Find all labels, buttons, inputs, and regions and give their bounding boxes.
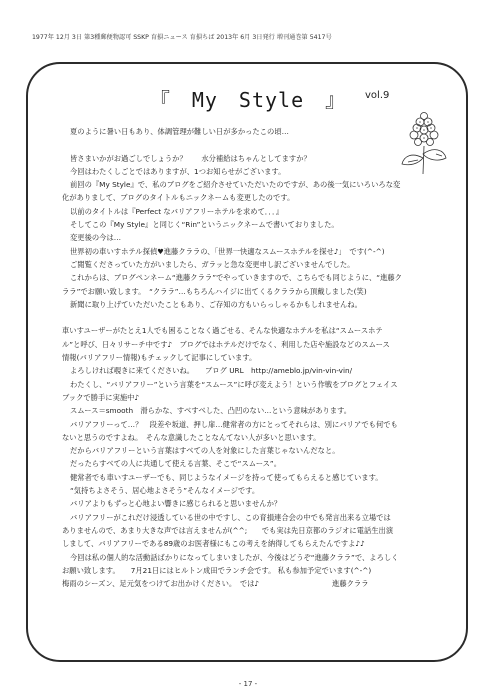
body-line: 前回の『My Style』で、私のブログをご紹介させていただいたのですが、あの後一気にいろいろな変: [70, 180, 401, 190]
body-line: ル”と呼び、日々リサーチ中です♪ ブログではホテルだけでなく、利用した店や施設などのスムース: [62, 339, 390, 349]
body-line: “気持ちよさそう、居心地よさそう”そんなイメージです。: [70, 486, 260, 496]
paragraph-spacer: [62, 138, 442, 151]
body-line: しまして、バリアフリーである89歳のお医者様にもこの考えを納得してもらえたんですよ♪♪: [62, 539, 365, 549]
body-line: ララ”でお願い致します。 “クララ”…もちろんハイジに出てくるクララから頂戴しました(笑): [62, 286, 367, 296]
body-line: 今回は私の個人的な活動話ばかりになってしまいましたが、今後はどうぞ“進藤クララ”で、よろしく: [70, 552, 399, 562]
body-line: 情報(バリアフリー情報)もチェックして記事にしています。: [62, 353, 257, 363]
page-title: 『 My Style 』: [149, 88, 347, 112]
body-line: 皆さまいかがお過ごしでしょうか？ 水分補給はちゃんとしてますか？: [70, 153, 311, 163]
body-line: だったらすべての人に共通して使える言葉、そこで“スムース”。: [70, 459, 281, 469]
newsletter-header: 1977年 12月 3日 第3種郵便物認可 SSKP 育損ニュース 育損ちば 2013年 6月 3日発行 増刊通巻第 5417号: [32, 34, 332, 41]
body-line: ないと思うのですよね。 そんな意識したことなんてない人が多いと思います。: [62, 432, 321, 442]
body-line: ご閲覧くださっていた方がいましたら、ガラッと急な変更申し訳ございませんでした。: [70, 259, 355, 269]
body-line: そしてこの『My Style』と同じく“Rin”というニックネームで書いておりました。: [70, 220, 339, 230]
body-line: バリアフリーって…？ 段差や坂道、押し扉…健常者の方にとってそれらは、別にバリアでも何でも: [70, 419, 398, 429]
body-line: スムース＝smooth 滑らかな、すべすべした、凸凹のない…という意味があります。: [70, 406, 352, 416]
page-number: - 17 -: [238, 680, 258, 688]
body-line: よろしければ覗きに来てくださいね。 ブログ URL http://ameblo.jp/vin-vin-vin/: [70, 366, 353, 376]
body-line: 夏のように暑い日もあり、体調管理が難しい日が多かったこの頃…: [70, 127, 289, 136]
body-line: ありませんので、あまり大きな声では言えませんが(^^; でも実は先日京都のラジオに電話生出演: [62, 525, 394, 535]
body-line: お願い致します。 7月21日にはヒルトン成田でランチ会です。 私も参加予定でいます(^-^): [62, 565, 372, 575]
paragraph-spacer: [62, 311, 442, 324]
body-line: 車いすユーザーがたとえ1人でも困ることなく過ごせる、そんな快適なホテルを私は“スムースホテ: [62, 326, 383, 336]
body-line: わたくし、“バリアフリー”という言葉を“スムース”に呼び変えよう！という作戦をブログとフェイス: [70, 379, 398, 389]
body-line: 健常者でも車いすユーザーでも、同じようなイメージを持って使ってもらえると感じています。: [70, 472, 383, 482]
body-line: 新聞に取り上げていただいたこともあり、ご存知の方もいらっしゃるかもしれませんね。: [70, 299, 362, 309]
body-line: バリアフリーがこれだけ浸透している世の中ですし、この育損連合会の中でも発言出来る立場では: [70, 512, 391, 522]
body-line: ブックで勝手に実施中♪: [62, 392, 140, 402]
body-line: 今回はわたくしごとではありますが、1つお知らせがございます。: [70, 166, 286, 176]
body-line: これからは、ブログペンネーム“進藤クララ”でやっていきますので、こちらでも同じように、“進藤ク: [70, 273, 402, 283]
body-line: 梅雨のシーズン、足元気をつけてお出かけください。 では♪ 進藤クララ: [62, 579, 369, 589]
body-line: 化がありまして、ブログのタイトルもニックネームも変更したのです。: [62, 193, 295, 203]
body-line: 世界初の車いすホテル探偵♥進藤クララの、「世界一快適なスムースホテルを探せ♪」 です(^-^): [70, 246, 385, 256]
body-line: だからバリアフリーという言葉はすべての人を対象にした言葉じゃないんだなと。: [70, 446, 340, 456]
body-line: 以前のタイトルは『Perfect なバリアフリーホテルを求めて．．．』: [70, 206, 283, 216]
volume-label: vol.9: [365, 90, 390, 101]
article-body: [62, 125, 442, 590]
body-line: バリアよりもずっと心地よい響きに感じられると思いませんか？: [70, 499, 282, 509]
body-line: 変更後の今は…: [70, 233, 122, 243]
